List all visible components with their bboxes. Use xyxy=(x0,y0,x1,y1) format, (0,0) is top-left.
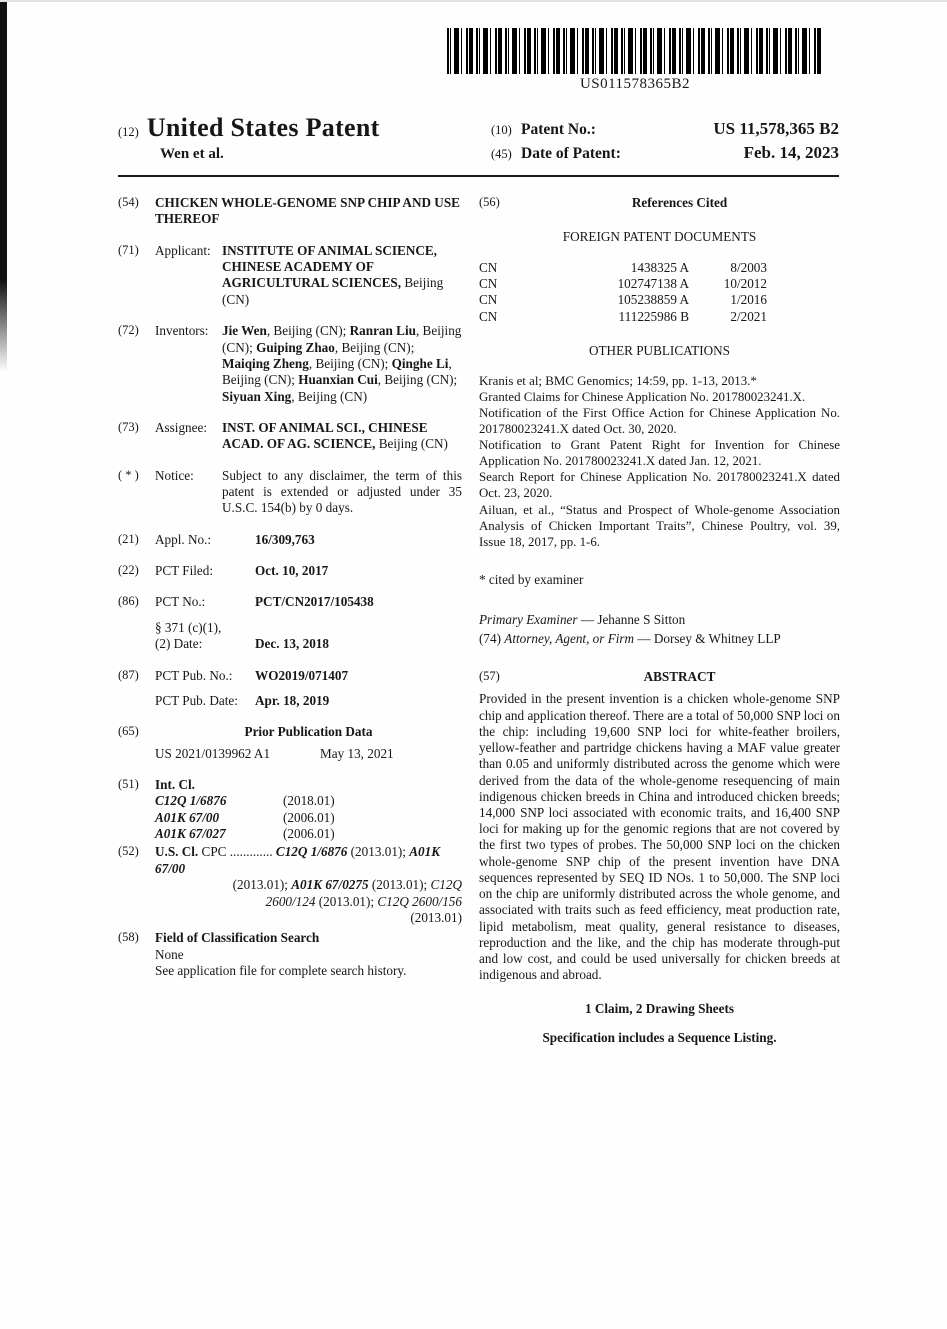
field-search-heading: Field of Classification Search xyxy=(155,930,320,946)
primary-examiner-label: Primary Examiner xyxy=(479,612,578,628)
section-371-date-value: Dec. 13, 2018 xyxy=(255,636,329,652)
int-cl-block xyxy=(155,777,462,842)
fp-country: CN xyxy=(479,259,498,275)
fp-country: CN xyxy=(479,308,498,324)
header xyxy=(0,93,947,167)
inventor-short-name: Wen et al. xyxy=(160,146,224,162)
inventor-location: , Beijing (CN) xyxy=(291,388,368,404)
section-56-references xyxy=(479,195,840,211)
section-86-371-date xyxy=(118,636,462,652)
inventor-name: Huanxian Cui xyxy=(298,372,378,388)
field-code-56: (56) xyxy=(479,195,500,209)
fp-date: 8/2003 xyxy=(730,259,767,275)
references-heading: References Cited xyxy=(631,195,728,210)
pct-pub-no-label: PCT Pub. No.: xyxy=(155,667,233,683)
attorney-label: Attorney, Agent, or Firm xyxy=(504,630,635,646)
notice-text: Subject to any disclaimer, the term of this patent is extended or adjusted under 35 U.S.C. 154(b) by 0 days. xyxy=(222,467,462,516)
cpc-code: A01K 67/0275 xyxy=(291,877,369,893)
fp-number: 1438325 A xyxy=(630,259,689,275)
fp-country: CN xyxy=(479,292,498,308)
assignee-location: Beijing (CN) xyxy=(375,436,448,452)
foreign-patents-table xyxy=(479,260,840,325)
applicant-value xyxy=(222,243,462,308)
date-of-patent-label: Date of Patent: xyxy=(521,145,621,162)
header-left xyxy=(118,113,380,163)
field-code-71: (71) xyxy=(118,242,139,257)
inventor-location: , Beijing (CN); xyxy=(222,323,462,355)
patent-no-value: US 11,578,365 B2 xyxy=(713,119,839,138)
pct-pub-no-value: WO2019/071407 xyxy=(255,667,349,683)
right-column xyxy=(479,195,840,1046)
section-58-field-search xyxy=(118,930,462,979)
patent-no-label: Patent No.: xyxy=(521,121,596,138)
applicant-name: INSTITUTE OF ANIMAL SCIENCE, CHINESE ACADEMY OF AGRICULTURAL SCIENCES, xyxy=(222,242,437,291)
int-cl-heading: Int. Cl. xyxy=(155,776,195,792)
cited-by-examiner-note: * cited by examiner xyxy=(479,571,584,587)
section-73-assignee xyxy=(118,420,462,453)
publication-item: Ailuan, et al., “Status and Prospect of Whole-genome Association Analysis of Chicken Important Traits”, Chinese Poultry, vol. 39, Issue 18, 2017, pp. 1-6. xyxy=(479,502,840,549)
field-code-73: (73) xyxy=(118,419,139,434)
section-65-prior-pub-data xyxy=(118,741,462,762)
field-code-58: (58) xyxy=(118,930,139,945)
int-cl-date: (2006.01) xyxy=(283,809,335,825)
sequence-listing-note: Specification includes a Sequence Listing. xyxy=(542,1029,777,1045)
cpc-date: (2013.01); xyxy=(232,877,292,893)
int-cl-code: A01K 67/00 xyxy=(155,809,220,825)
abstract-heading: ABSTRACT xyxy=(643,668,716,684)
section-86-pct-no xyxy=(118,594,462,610)
attorney-line xyxy=(479,631,840,647)
field-code-51: (51) xyxy=(118,776,139,791)
us-cl-heading: U.S. Cl. xyxy=(155,844,199,860)
inventor-location: , Beijing (CN); xyxy=(266,323,350,339)
section-87-pct-pub-date xyxy=(118,693,462,709)
other-publications-list xyxy=(479,373,840,550)
abstract-text: Provided in the present invention is a chicken whole-genome SNP chip and application thereof. There are a total of 50,000 SNP loci on the chip: including 19,600 SNP loci for white-feather broilers, yellow-feather and partridge chickens having a MAF value greater than 0.05 and uniformly distributed across the genome which were derived from the data of the whole-genome resequencing of main indigenous chicken breeds in China and introduced chicken breeds; 14,000 SNP loci associated with economic traits, and 16,400 SNP loci for making up for the genomic regions that are not covered by the first two types of probes. The 50,000 SNP loci on the chicken whole-genome SNP chip of the present invention have DNA sequences represented by SEQ ID NOs. 1 to 50,000. The SNP loci on the chip are uniformly distributed across the whole genome, and associated with traits such as feed efficiency, meat production rate, lipid metabolism, meat quality, general resistance to diseases, reproduction and the like, and the chip has moderate through-put and low cost, and could be used universally for chicken breeds at indigenous and abroad. xyxy=(479,691,840,983)
primary-examiner-value: — Jehanne S Sitton xyxy=(577,612,686,628)
field-code-57: (57) xyxy=(479,668,500,683)
attorney-value: — Dorsey & Whitney LLP xyxy=(634,630,781,646)
pct-filed-value: Oct. 10, 2017 xyxy=(255,563,329,579)
int-cl-code: C12Q 1/6876 xyxy=(155,793,227,809)
barcode xyxy=(445,28,825,93)
cpc-listing xyxy=(155,844,462,926)
inventor-name: Siyuan Xing xyxy=(222,388,292,404)
section-21-appl-no xyxy=(118,532,462,548)
foreign-patent-row xyxy=(479,309,840,325)
fp-country: CN xyxy=(479,276,498,292)
applicant-location: Beijing (CN) xyxy=(222,275,444,307)
cpc-code: A01K 67/00 xyxy=(155,844,441,876)
field-code-10: (10) xyxy=(491,123,512,137)
pct-no-label: PCT No.: xyxy=(155,594,206,610)
inventor-name: Guiping Zhao xyxy=(256,339,335,355)
prior-pub-row xyxy=(155,746,462,762)
document-title: United States Patent xyxy=(146,113,380,142)
field-code-74: (74) xyxy=(479,630,505,646)
foreign-patent-row xyxy=(479,292,840,308)
field-code-asterisk: ( * ) xyxy=(118,467,139,482)
inventor-name: Maiqing Zheng xyxy=(222,355,309,371)
cpc-code: C12Q 1/6876 xyxy=(272,844,348,860)
cpc-line-4 xyxy=(155,910,462,926)
section-371-date-label: (2) Date: xyxy=(155,636,203,652)
prior-pub-date: May 13, 2021 xyxy=(320,745,394,761)
pct-pub-date-value: Apr. 18, 2019 xyxy=(255,692,330,708)
assignee-value xyxy=(222,420,462,453)
field-code-22: (22) xyxy=(118,563,139,578)
scan-artifact-left-edge xyxy=(0,2,7,372)
int-cl-row xyxy=(155,810,462,826)
inventor-name: Jie Wen xyxy=(222,323,267,339)
pct-pub-date-label: PCT Pub. Date: xyxy=(155,692,238,708)
field-search-block xyxy=(155,930,462,979)
appl-no-value: 16/309,763 xyxy=(255,531,315,547)
foreign-patent-row xyxy=(479,260,840,276)
fp-number: 111225986 B xyxy=(618,308,689,324)
field-search-none: None xyxy=(155,946,184,962)
barcode-text: US011578365B2 xyxy=(579,76,691,92)
field-code-54: (54) xyxy=(118,195,139,209)
claims-note: 1 Claim, 2 Drawing Sheets xyxy=(584,1000,735,1016)
section-86-371 xyxy=(118,620,462,636)
publication-item: Granted Claims for Chinese Application No. 201780023241.X. xyxy=(479,389,806,404)
inventor-name: Qinghe Li xyxy=(391,355,449,371)
field-code-65: (65) xyxy=(118,724,139,739)
invention-title: CHICKEN WHOLE-GENOME SNP CHIP AND USE THEREOF xyxy=(155,195,460,227)
inventors-value xyxy=(222,323,462,405)
left-column xyxy=(118,195,462,1046)
cpc-line-1 xyxy=(155,844,440,875)
field-code-45: (45) xyxy=(491,147,512,161)
publication-item: Notification of the First Office Action for Chinese Application No. 201780023241.X dated Oct. 30, 2020. xyxy=(479,405,840,436)
publication-item: Kranis et al; BMC Genomics; 14:59, pp. 1-13, 2013.* xyxy=(479,373,757,388)
cpc-code: C12Q 2600/156 xyxy=(377,893,462,909)
int-cl-date: (2018.01) xyxy=(283,793,335,809)
pct-no-value: PCT/CN2017/105438 xyxy=(255,594,374,610)
cpc-date: (2013.01); xyxy=(315,893,378,909)
assignee-name: INST. OF ANIMAL SCI., CHINESE ACAD. OF AG. SCIENCE, xyxy=(222,419,428,452)
section-71-applicant xyxy=(118,243,462,308)
inventor-location: , Beijing (CN); xyxy=(222,355,452,388)
barcode-bars-icon xyxy=(447,28,823,74)
section-72-inventors xyxy=(118,323,462,405)
fp-date: 2/2021 xyxy=(730,308,767,324)
date-of-patent-value: Feb. 14, 2023 xyxy=(743,143,839,162)
section-52-us-cl xyxy=(118,844,462,926)
notice-label: Notice: xyxy=(155,467,194,483)
foreign-patent-row xyxy=(479,276,840,292)
fp-number: 102747138 A xyxy=(617,276,689,292)
field-code-21: (21) xyxy=(118,531,139,546)
cpc-line-3 xyxy=(155,894,462,910)
publication-item: Search Report for Chinese Application No. 201780023241.X dated Oct. 23, 2020. xyxy=(479,470,840,501)
publication-item: Notification to Grant Patent Right for Invention for Chinese Application No. 201780023241.X dated Jan. 12, 2021. xyxy=(479,438,840,469)
section-371-label: § 371 (c)(1), xyxy=(155,619,222,635)
appl-no-label: Appl. No.: xyxy=(155,531,212,547)
prior-pub-number: US 2021/0139962 A1 xyxy=(155,745,271,761)
us-cl-block xyxy=(155,844,462,926)
cpc-line-2 xyxy=(155,877,462,893)
section-22-pct-filed xyxy=(118,563,462,579)
field-search-note: See application file for complete search history. xyxy=(155,962,407,978)
inventors-label: Inventors: xyxy=(155,323,209,339)
section-54-title xyxy=(118,195,462,228)
field-code-72: (72) xyxy=(118,323,139,338)
field-code-52: (52) xyxy=(118,844,139,859)
int-cl-code: A01K 67/027 xyxy=(155,826,226,842)
section-57-abstract xyxy=(479,669,840,685)
cpc-date: (2013.01); xyxy=(347,844,410,860)
inventor-location: , Beijing (CN); xyxy=(308,355,392,371)
fp-date: 10/2012 xyxy=(723,276,767,292)
inventor-location: , Beijing (CN); xyxy=(377,372,458,388)
cpc-code: C12Q xyxy=(430,877,462,893)
section-notice xyxy=(118,468,462,517)
field-code-87: (87) xyxy=(118,667,139,682)
fp-date: 1/2016 xyxy=(730,292,767,308)
cpc-date: (2013.01) xyxy=(410,909,462,925)
other-publications-heading: OTHER PUBLICATIONS xyxy=(588,343,731,359)
inventor-name: Ranran Liu xyxy=(349,323,416,339)
prior-pub-heading: Prior Publication Data xyxy=(244,724,373,740)
int-cl-row xyxy=(155,826,462,842)
section-51-int-cl xyxy=(118,777,462,842)
cpc-prefix: CPC ............. xyxy=(201,844,273,860)
assignee-label: Assignee: xyxy=(155,419,208,435)
cpc-date: (2013.01); xyxy=(368,877,431,893)
foreign-patents-heading: FOREIGN PATENT DOCUMENTS xyxy=(562,229,757,245)
bibliographic-columns xyxy=(0,177,947,1046)
cpc-code: 2600/124 xyxy=(265,893,316,909)
applicant-label: Applicant: xyxy=(155,242,211,258)
pct-filed-label: PCT Filed: xyxy=(155,563,214,579)
field-code-86: (86) xyxy=(118,594,139,609)
int-cl-row xyxy=(155,793,462,809)
header-right xyxy=(491,119,839,167)
int-cl-date: (2006.01) xyxy=(283,826,335,842)
fp-number: 105238859 A xyxy=(617,292,689,308)
primary-examiner-line xyxy=(479,612,840,628)
inventor-location: , Beijing (CN); xyxy=(334,339,415,355)
section-65-prior-pub xyxy=(118,724,462,740)
section-87-pct-pub-no xyxy=(118,668,462,684)
field-code-12: (12) xyxy=(118,125,139,139)
